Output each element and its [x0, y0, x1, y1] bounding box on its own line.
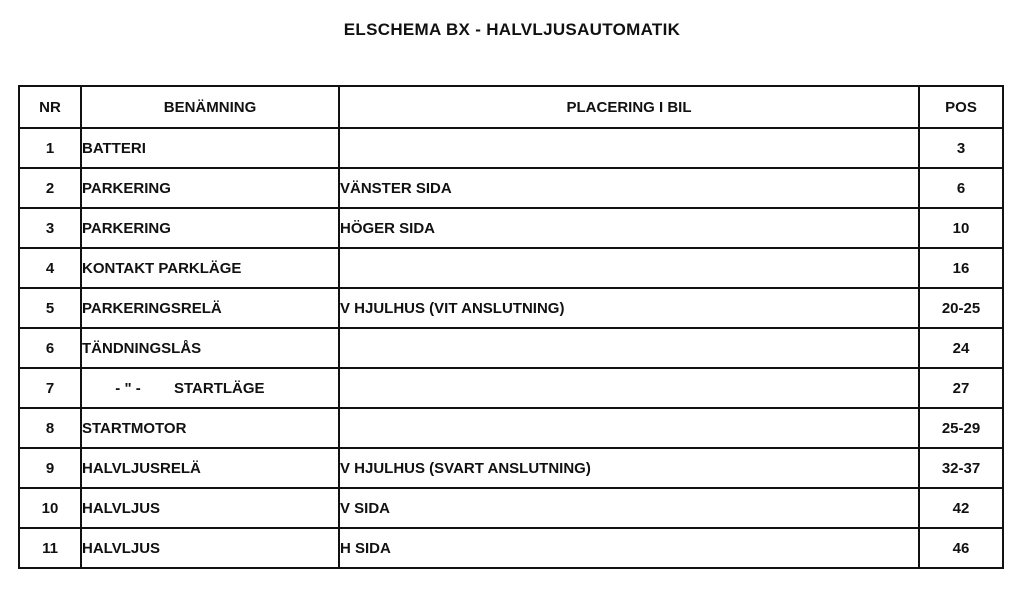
cell-name: HALVLJUSRELÄ [81, 448, 339, 488]
cell-pos: 10 [919, 208, 1003, 248]
cell-pos: 46 [919, 528, 1003, 568]
table-row [19, 248, 1003, 288]
cell-name: TÄNDNINGSLÅS [81, 328, 339, 368]
cell-placement: V HJULHUS (SVART ANSLUTNING) [339, 448, 919, 488]
cell-pos: 27 [919, 368, 1003, 408]
cell-placement [339, 328, 919, 368]
column-header-nr: NR [19, 86, 81, 128]
cell-nr: 2 [19, 168, 81, 208]
cell-name: HALVLJUS [81, 488, 339, 528]
cell-name: PARKERING [81, 208, 339, 248]
column-header-placement: PLACERING I BIL [339, 86, 919, 128]
table-row [19, 328, 1003, 368]
cell-pos: 6 [919, 168, 1003, 208]
cell-name: PARKERING [81, 168, 339, 208]
table-row [19, 368, 1003, 408]
column-header-name: BENÄMNING [81, 86, 339, 128]
cell-placement: V SIDA [339, 488, 919, 528]
ditto-mark: - " - [115, 379, 141, 397]
cell-placement [339, 128, 919, 168]
cell-name-text: STARTLÄGE [174, 379, 265, 397]
cell-pos: 20-25 [919, 288, 1003, 328]
cell-placement: V HJULHUS (VIT ANSLUTNING) [339, 288, 919, 328]
cell-name: STARTMOTOR [81, 408, 339, 448]
table-row [19, 128, 1003, 168]
cell-placement [339, 408, 919, 448]
table-row [19, 408, 1003, 448]
table-row [19, 488, 1003, 528]
cell-nr: 7 [19, 368, 81, 408]
cell-pos: 24 [919, 328, 1003, 368]
cell-nr: 10 [19, 488, 81, 528]
cell-pos: 3 [919, 128, 1003, 168]
table-row [19, 448, 1003, 488]
cell-nr: 5 [19, 288, 81, 328]
header-row [19, 86, 1003, 128]
cell-placement [339, 368, 919, 408]
cell-name: PARKERINGSRELÄ [81, 288, 339, 328]
cell-nr: 1 [19, 128, 81, 168]
cell-pos: 25-29 [919, 408, 1003, 448]
cell-placement [339, 248, 919, 288]
cell-pos: 32-37 [919, 448, 1003, 488]
cell-name [81, 368, 339, 408]
component-table [18, 85, 1004, 569]
cell-pos: 42 [919, 488, 1003, 528]
cell-nr: 3 [19, 208, 81, 248]
cell-name: HALVLJUS [81, 528, 339, 568]
cell-nr: 11 [19, 528, 81, 568]
column-header-pos: POS [919, 86, 1003, 128]
table-row [19, 168, 1003, 208]
cell-nr: 6 [19, 328, 81, 368]
cell-placement: VÄNSTER SIDA [339, 168, 919, 208]
cell-nr: 8 [19, 408, 81, 448]
page-title: ELSCHEMA BX - HALVLJUSAUTOMATIK [343, 20, 681, 39]
cell-name: BATTERI [81, 128, 339, 168]
table-row [19, 528, 1003, 568]
cell-pos: 16 [919, 248, 1003, 288]
table-row [19, 208, 1003, 248]
cell-nr: 4 [19, 248, 81, 288]
cell-placement: HÖGER SIDA [339, 208, 919, 248]
cell-placement: H SIDA [339, 528, 919, 568]
cell-nr: 9 [19, 448, 81, 488]
table-row [19, 288, 1003, 328]
cell-name: KONTAKT PARKLÄGE [81, 248, 339, 288]
